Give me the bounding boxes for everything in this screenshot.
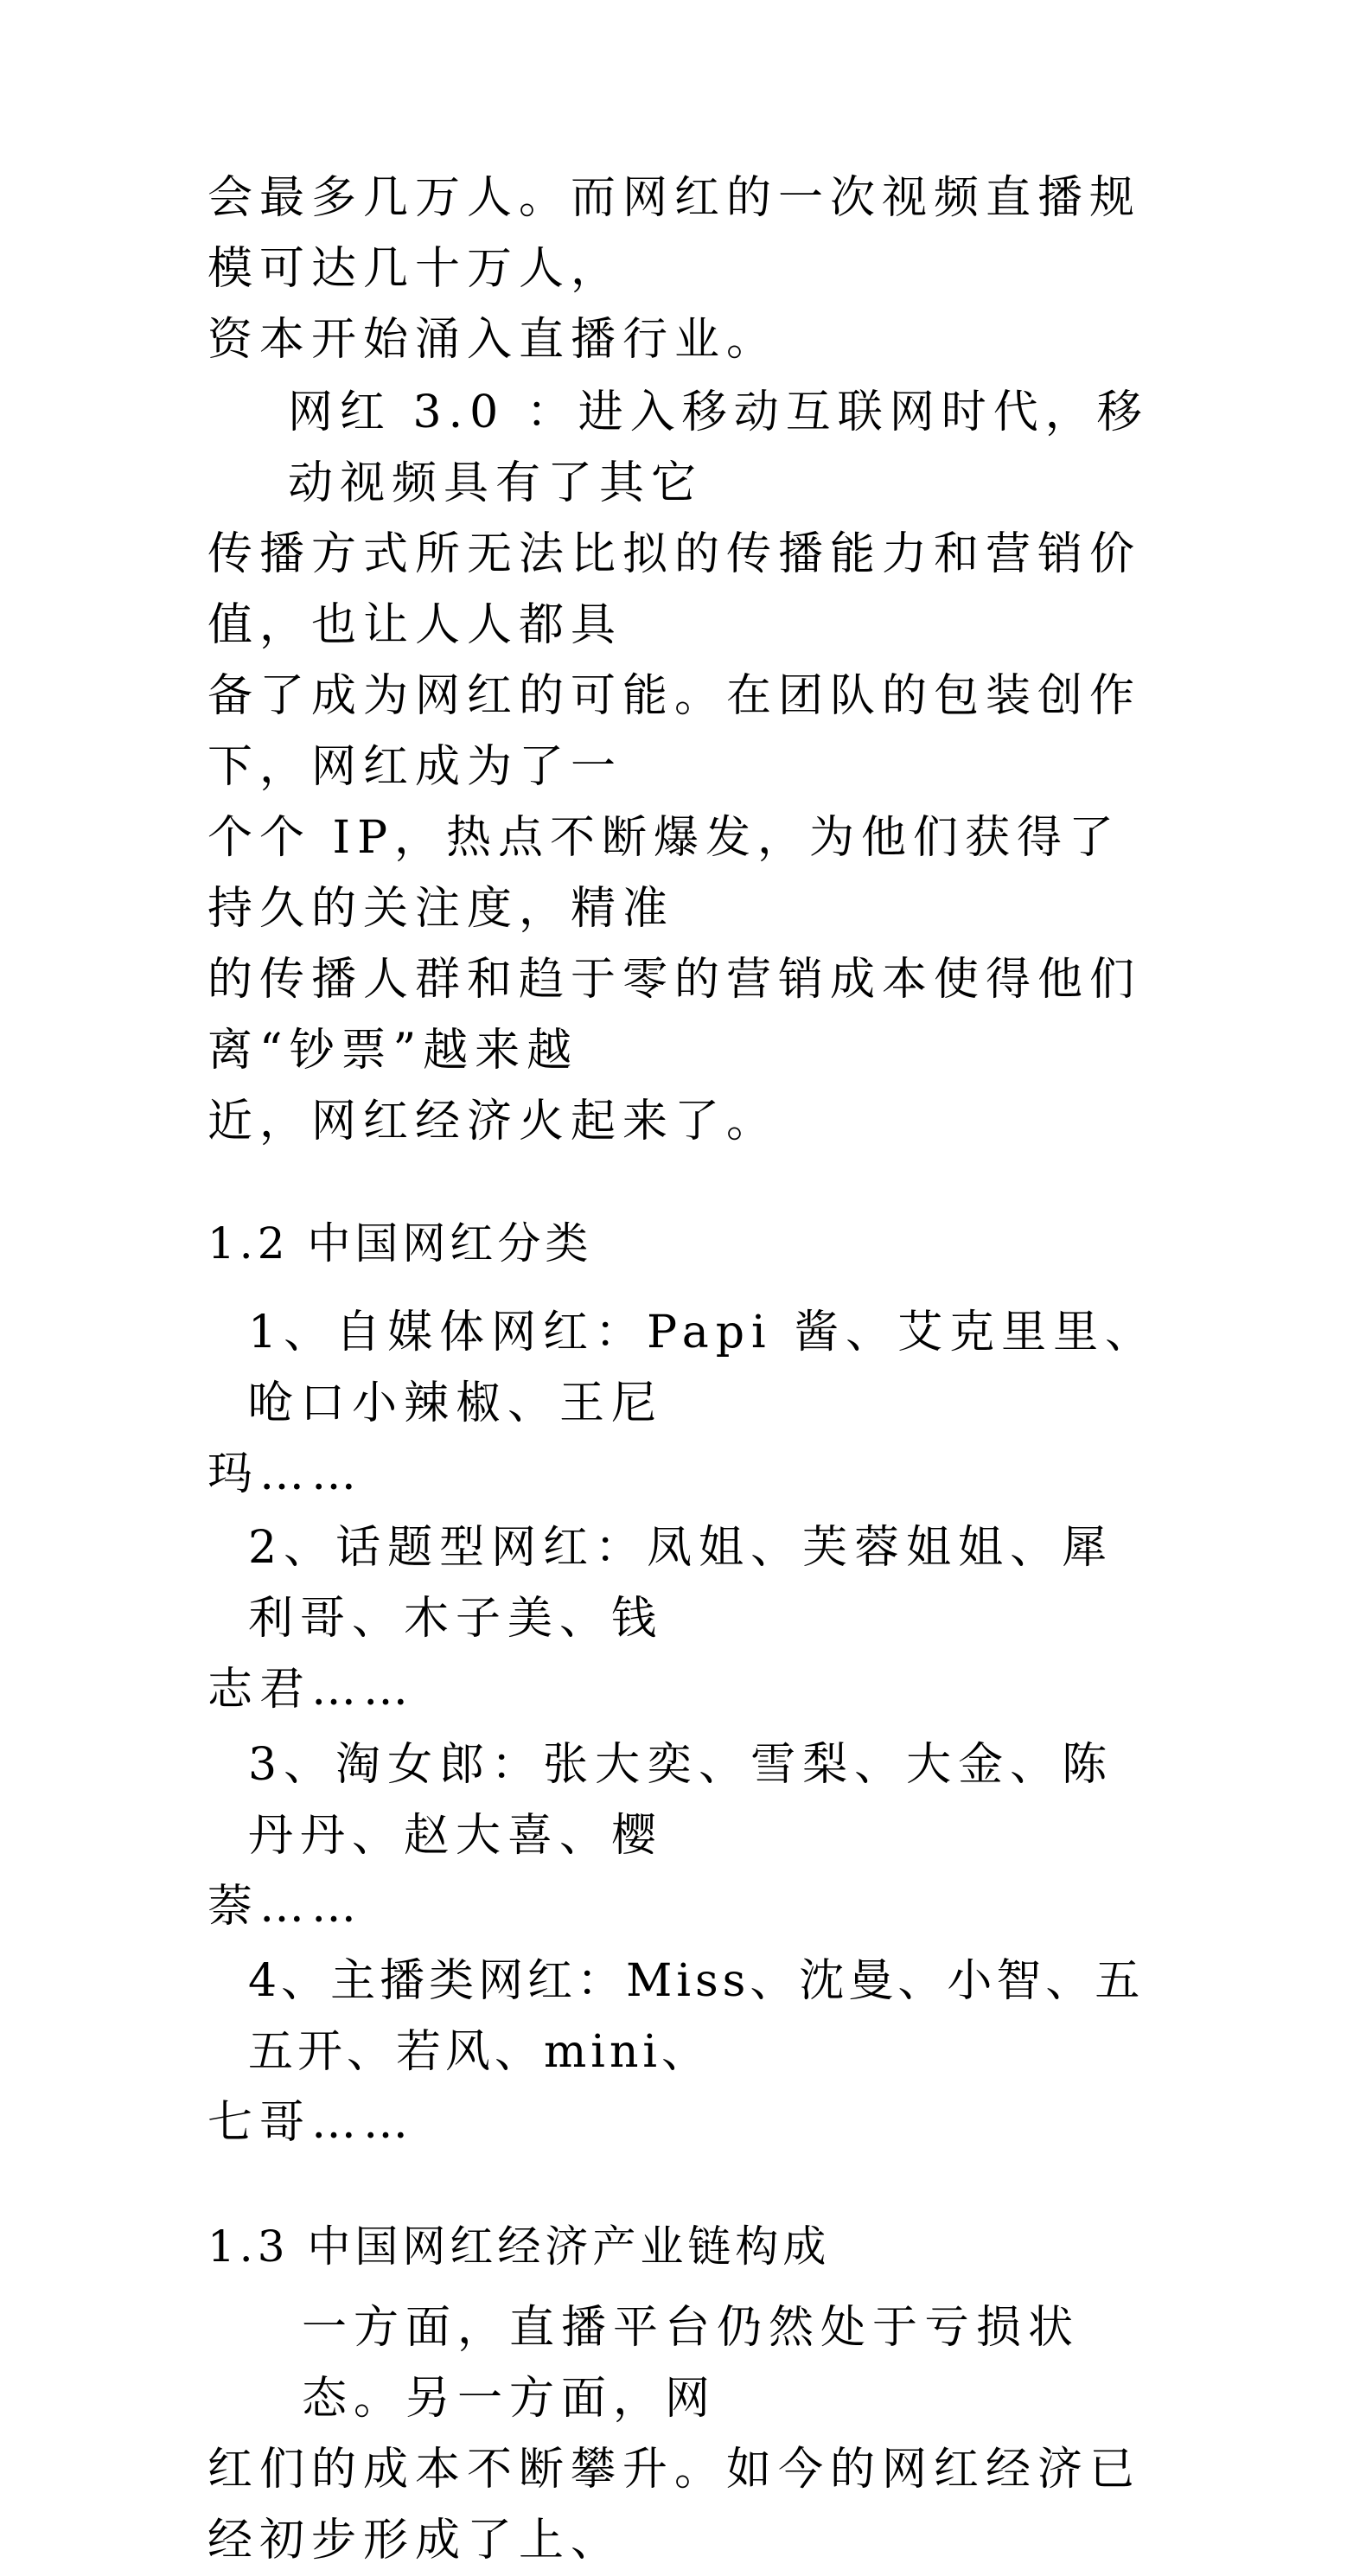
list-item-continuation: 志君…… (207, 1664, 416, 1716)
paragraph-line: 网红 3.0 ：进入移动互联网时代，移动视频具有了其它 (288, 387, 1149, 509)
list-item-continuation: 七哥…… (207, 2097, 416, 2149)
paragraph-line: 传播方式所无法比拟的传播能力和营销价值，也让人人都具 (207, 528, 1142, 651)
list-item: 1、自媒体网红：Papi 酱、艾克里里、呛口小辣椒、王尼 (248, 1307, 1158, 1429)
paragraph-line: 红们的成本不断攀升。如今的网红经济已经初步形成了上、 (207, 2444, 1142, 2566)
paragraph-line: 备了成为网红的可能。在团队的包装创作下，网红成为了一 (207, 670, 1142, 793)
document-page (207, 163, 1163, 2576)
list-item-continuation: 萘…… (207, 1881, 364, 1933)
paragraph-line: 近，网红经济火起来了。 (207, 1096, 779, 1147)
paragraph-line: 一方面，直播平台仍然处于亏损状态。另一方面，网 (302, 2302, 1081, 2425)
list-item: 4、主播类网红：Miss、沈曼、小智、五五开、若风、mini、 (248, 1955, 1145, 2078)
section-heading: 1.2 中国网红分类 (207, 1218, 593, 1269)
list-item: 3、淘女郎：张大奕、雪梨、大金、陈丹丹、赵大喜、樱 (248, 1739, 1114, 1862)
paragraph-line: 会最多几万人。而网红的一次视频直播规模可达几十万人， (207, 172, 1142, 295)
paragraph-line: 的传播人群和趋于零的营销成本使得他们离“钞票”越来越 (207, 954, 1142, 1077)
section-heading: 1.3 中国网红经济产业链构成 (207, 2221, 831, 2272)
list-item-continuation: 玛…… (207, 1448, 364, 1500)
list-item: 2、话题型网红：凤姐、芙蓉姐姐、犀利哥、木子美、钱 (248, 1522, 1114, 1645)
paragraph-line: 个个 IP，热点不断爆发，为他们获得了持久的关注度，精准 (207, 812, 1121, 935)
paragraph-line: 资本开始涌入直播行业。 (207, 314, 779, 366)
